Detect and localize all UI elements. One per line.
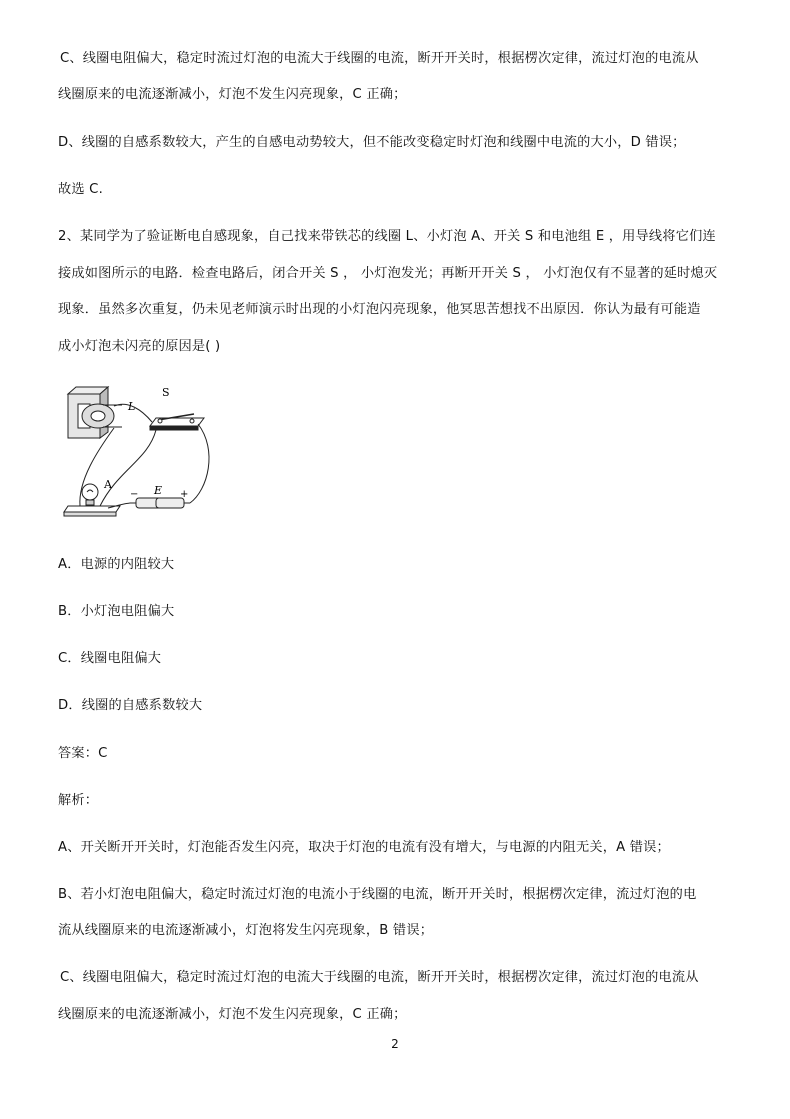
analysis-c-line2: 线圈原来的电流逐渐减小，灯泡不发生闪亮现象，C 正确； (58, 1007, 407, 1022)
analysis-a-line: A、开关断开开关时，灯泡能否发生闪亮，取决于灯泡的电流有没有增大，与电源的内阻无关，A 错误； (58, 840, 670, 855)
prev-option-c-line2: 线圈原来的电流逐渐减小，灯泡不发生闪亮现象，C 正确； (58, 87, 407, 102)
switch-label: S (162, 386, 170, 399)
analysis-b-line2: 流从线圈原来的电流逐渐减小，灯泡将发生闪亮现象，B 错误； (58, 923, 434, 938)
option-b: B．小灯泡电阻偏大 (58, 604, 175, 619)
question-line-4: 成小灯泡未闪亮的原因是( ) (58, 339, 221, 354)
analysis-title: 解析： (58, 793, 99, 808)
question-line-2: 接成如图所示的电路．检查电路后，闭合开关 S ， 小灯泡发光；再断开开关 S ， 小灯泡仅有不显著的延时熄灭 (58, 266, 718, 281)
question-line-1: 2、某同学为了验证断电自感现象，自己找来带铁芯的线圈 L、小灯泡 A、开关 S 和电池组 E ，用导线将它们连 (58, 229, 716, 244)
prev-conclusion: 故选 C. (58, 182, 103, 197)
bulb-label: A (104, 478, 112, 491)
analysis-c-line1: C、线圈电阻偏大，稳定时流过灯泡的电流大于线圈的电流，断开开关时，根据楞次定律，流过灯泡的电流从 (60, 970, 699, 985)
battery-label: E (154, 484, 163, 497)
page-number: 2 (391, 1037, 399, 1051)
prev-option-c-line1: C、线圈电阻偏大，稳定时流过灯泡的电流大于线圈的电流，断开开关时，根据楞次定律，流过灯泡的电流从 (60, 51, 699, 66)
option-c: C．线圈电阻偏大 (58, 651, 162, 666)
circuit-figure (58, 380, 218, 520)
question-line-3: 现象．虽然多次重复，仍未见老师演示时出现的小灯泡闪亮现象，他冥思苦想找不出原因．你认为最有可能造 (58, 302, 701, 317)
answer: 答案：C (58, 746, 108, 761)
battery-minus-label: − (130, 489, 139, 500)
option-d: D．线圈的自感系数较大 (58, 698, 203, 713)
battery-plus-label: + (180, 489, 189, 500)
option-a: A．电源的内阻较大 (58, 557, 175, 572)
prev-option-d-line: D、线圈的自感系数较大，产生的自感电动势较大，但不能改变稳定时灯泡和线圈中电流的大小，D 错误； (58, 135, 686, 150)
analysis-b-line1: B、若小灯泡电阻偏大，稳定时流过灯泡的电流小于线圈的电流，断开开关时，根据楞次定律，流过灯泡的电 (58, 887, 697, 902)
coil-label: L (128, 400, 136, 413)
